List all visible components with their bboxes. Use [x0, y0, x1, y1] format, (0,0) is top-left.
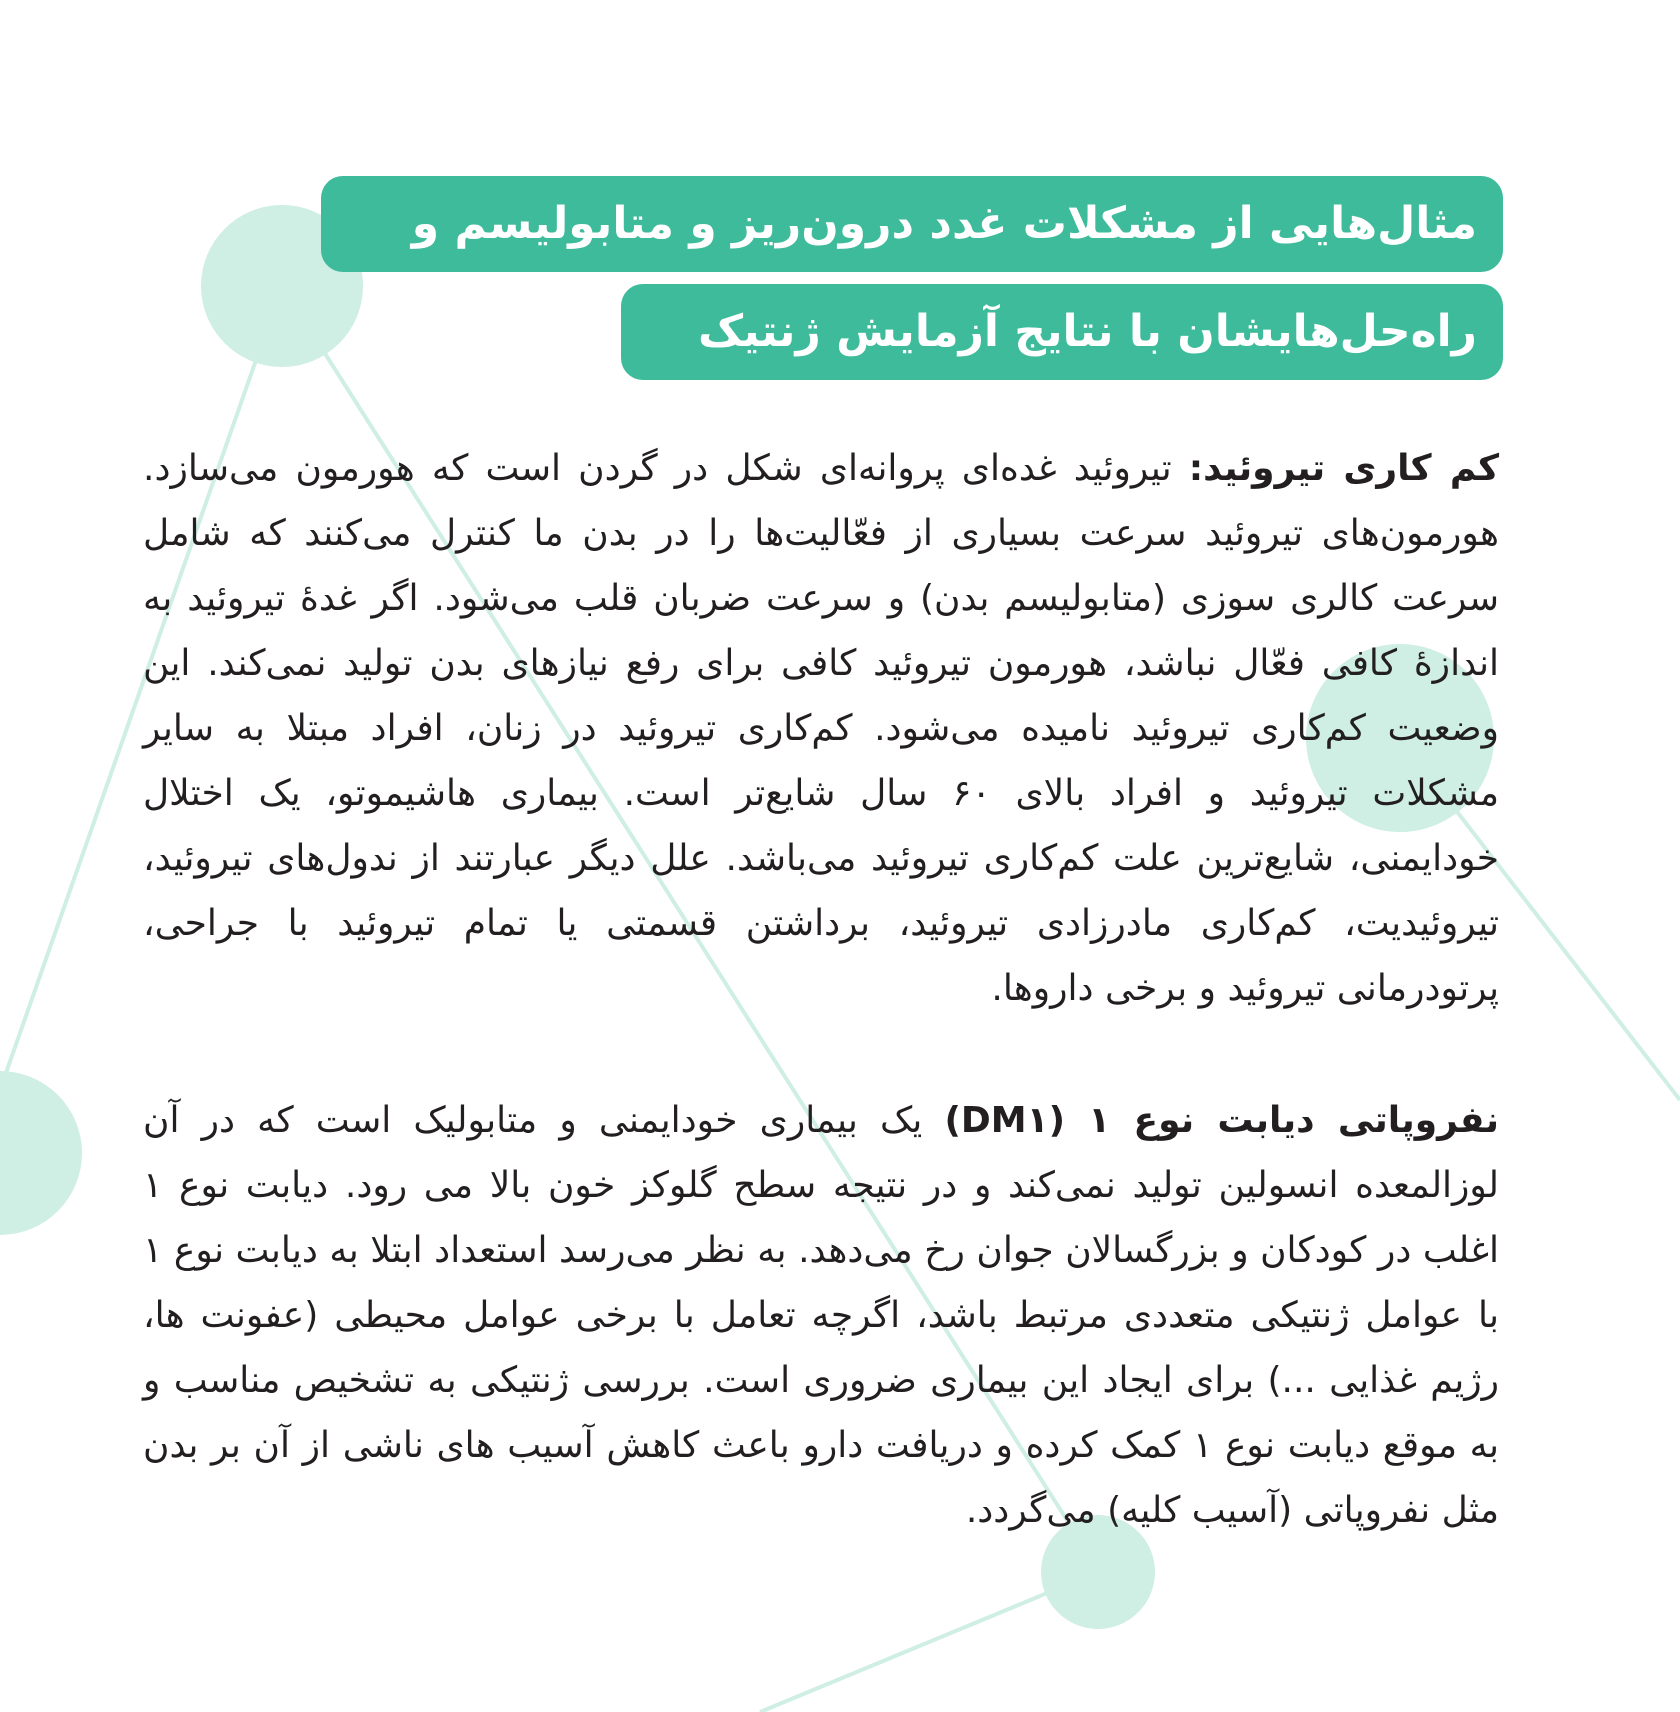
section-body: تیروئید غده‌ای پروانه‌ای شکل در گردن است که هورمون می‌سازد. هورمون‌های تیروئید سرعت بسیاری از فعّالیت‌ها را در بدن ما کنترل می‌کنند که شامل سرعت کالری سوزی (متابولیسم بدن) و سرعت ضربان قلب می‌شود. اگر غدهٔ تیروئید به اندازهٔ کافی فعّال نباشد، هورمون تیروئید کافی برای رفع نیازهای بدن تولید نمی‌کند. این وضعیت کم‌کاری تیروئید نامیده می‌شود. کم‌کاری تیروئید در زنان، افراد مبتلا به سایر مشکلات تیروئید و افراد بالای ۶۰ سال شایع‌تر است. بیماری هاشیموتو، یک اختلال خودایمنی، شایع‌ترین علت کم‌کاری تیروئید می‌باشد. علل دیگر عبارتند از ندول‌های تیروئید، تیروئیدیت، کم‌کاری مادرزادی تیروئید، برداشتن قسمتی یا تمام تیروئید با جراحی، پرتودرمانی تیروئید و برخی داروها.	[143, 448, 1499, 1009]
title-banner-line-1	[321, 176, 1503, 272]
section-hypothyroidism	[143, 436, 1499, 1021]
decor-circle	[0, 1071, 82, 1235]
page-title-line-2: راه‌حل‌هایشان با نتایج آزمایش ژنتیک	[697, 306, 1477, 357]
section-diabetic-nephropathy	[143, 1088, 1499, 1543]
title-banner-line-2	[621, 284, 1503, 380]
section-body: یک بیماری خودایمنی و متابولیک است که در آن لوزالمعده انسولین تولید نمی‌کند و در نتیجه سطح گلوکز خون بالا می رود. دیابت نوع ۱ اغلب در کودکان و بزرگسالان جوان رخ می‌دهد. به نظر می‌رسد استعداد ابتلا به دیابت نوع ۱ با عوامل ژنتیکی متعددی مرتبط باشد، اگرچه تعامل با برخی عوامل محیطی (عفونت ها، رژیم غذایی ...) برای ایجاد این بیماری ضروری است. بررسی ژنتیکی به تشخیص مناسب و به موقع دیابت نوع ۱ کمک کرده و دریافت دارو باعث کاهش آسیب های ناشی از آن بر بدن مثل نفروپاتی (آسیب کلیه) می‌گردد.	[143, 1100, 1499, 1531]
page-title-line-1: مثال‌هایی از مشکلات غدد درون‌ریز و متابولیسم و	[411, 198, 1477, 249]
section-heading: کم کاری تیروئید:	[1188, 448, 1500, 489]
section-heading: نفروپاتی دیابت نوع ۱ (DM۱)	[944, 1100, 1499, 1141]
